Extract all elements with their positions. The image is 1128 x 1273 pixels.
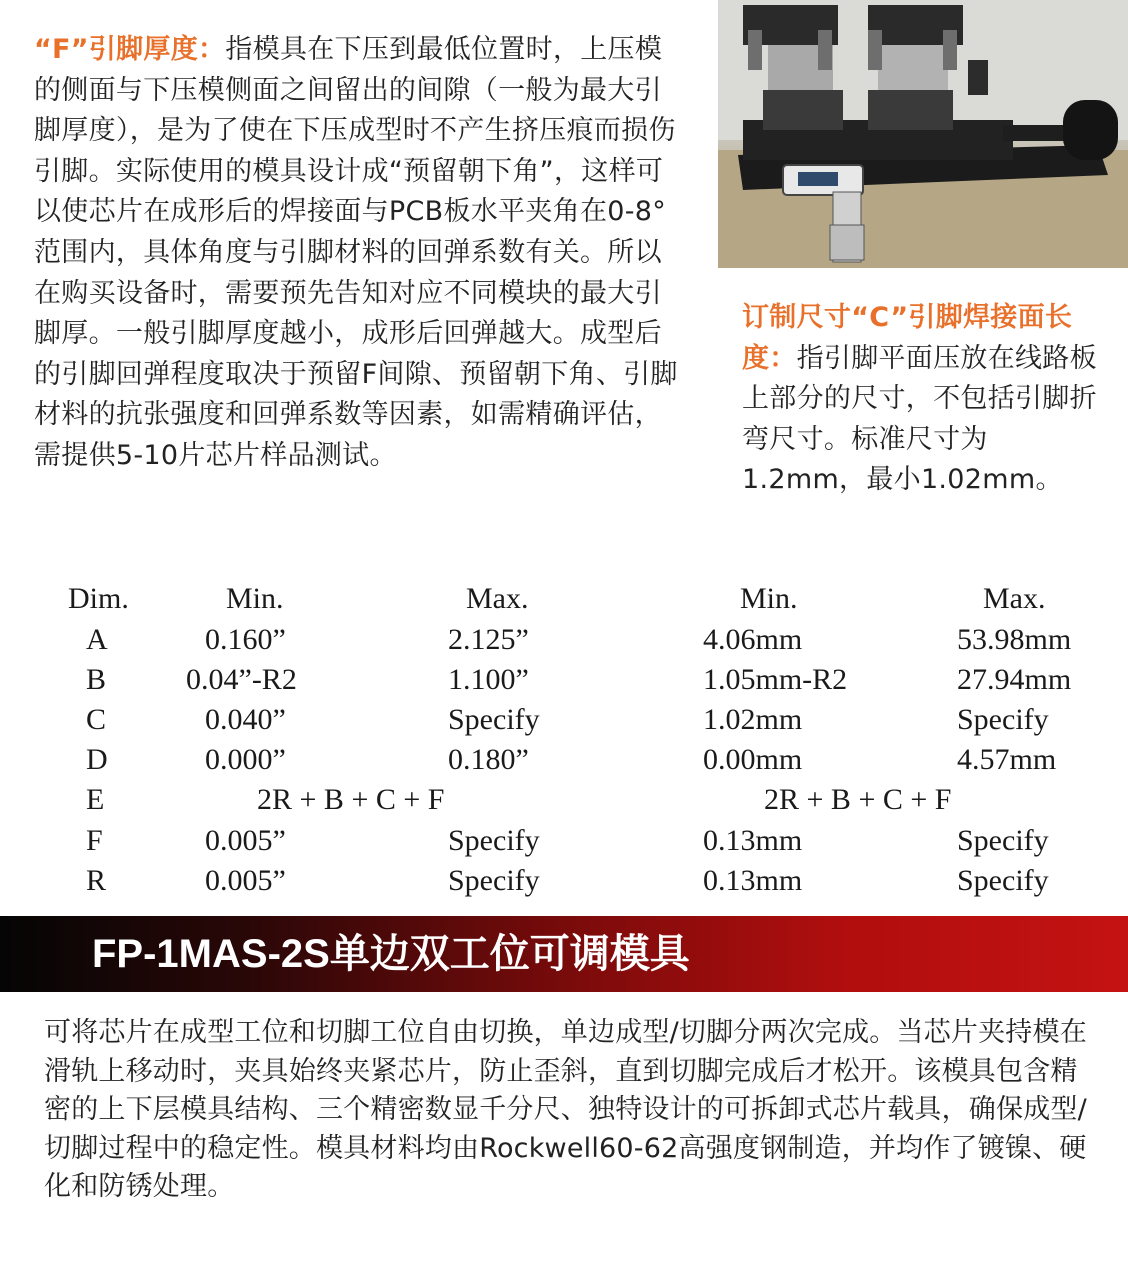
mold-machine-illustration bbox=[718, 0, 1128, 268]
dimension-table bbox=[0, 580, 1128, 910]
header-min-inch: Min. bbox=[226, 582, 284, 615]
cell-min-mm: 1.05mm-R2 bbox=[703, 663, 848, 696]
header-max-mm: Max. bbox=[983, 582, 1046, 615]
table-row bbox=[0, 703, 1128, 743]
cell-max-inch: Specify bbox=[448, 703, 540, 736]
cell-dim: C bbox=[86, 703, 107, 736]
cell-min-inch: 0.04”-R2 bbox=[186, 663, 297, 696]
cell-min-mm: 1.02mm bbox=[703, 703, 803, 736]
cell-max-inch: 0.180” bbox=[448, 743, 529, 776]
cell-dim: R bbox=[86, 864, 107, 897]
cell-dim: F bbox=[86, 824, 103, 857]
header-max-inch: Max. bbox=[466, 582, 529, 615]
f-lead-thickness-text: 指模具在下压到最低位置时，上压模的侧面与下压模侧面之间留出的间隙（一般为最大引脚厚度），是为了使在下压成型时不产生挤压痕而损伤引脚。实际使用的模具设计成“预留朝下角”，这样可以使芯片在成形后的焊接面与PCB板水平夹角在0-8°范围内，具体角度与引脚材料的回弹系数有关。所以在购买设备时，需要预先告知对应不同模块的最大引脚厚。一般引脚厚度越小，成形后回弹越大。成型后的引脚回弹程度取决于预留F间隙、预留朝下角、引脚材料的抗张强度和回弹系数等因素，如需精确评估，需提供5-10片芯片样品测试。 bbox=[34, 34, 678, 471]
cell-dim: A bbox=[86, 623, 108, 656]
cell-max-inch: 1.100” bbox=[448, 663, 529, 696]
cell-max-mm: Specify bbox=[957, 703, 1049, 736]
c-lead-length-description bbox=[742, 298, 1102, 501]
cell-min-inch: 0.160” bbox=[205, 623, 286, 656]
cell-dim: B bbox=[86, 663, 107, 696]
cell-max-mm: 53.98mm bbox=[957, 623, 1072, 656]
cell-max-inch: Specify bbox=[448, 864, 540, 897]
product-title-banner bbox=[0, 916, 1128, 992]
table-row bbox=[0, 663, 1128, 703]
table-row bbox=[0, 824, 1128, 864]
cell-max-inch: Specify bbox=[448, 824, 540, 857]
cell-max-mm: Specify bbox=[957, 824, 1049, 857]
cell-formula-inch: 2R + B + C + F bbox=[257, 783, 445, 816]
cell-min-mm: 0.00mm bbox=[703, 743, 803, 776]
table-row bbox=[0, 783, 1128, 823]
cell-min-mm: 0.13mm bbox=[703, 824, 803, 857]
product-photo bbox=[718, 0, 1128, 268]
cell-min-inch: 0.005” bbox=[205, 824, 286, 857]
c-lead-length-text: 指引脚平面压放在线路板上部分的尺寸，不包括引脚折弯尺寸。标准尺寸为1.2mm，最小1.02mm。 bbox=[742, 342, 1097, 496]
cell-max-mm: 4.57mm bbox=[957, 743, 1057, 776]
table-header-row bbox=[0, 582, 1128, 622]
table-row bbox=[0, 864, 1128, 904]
cell-min-inch: 0.000” bbox=[205, 743, 286, 776]
cell-min-mm: 0.13mm bbox=[703, 864, 803, 897]
product-description: 可将芯片在成型工位和切脚工位自由切换，单边成型/切脚分两次完成。当芯片夹持模在滑轨上移动时，夹具始终夹紧芯片，防止歪斜，直到切脚完成后才松开。该模具包含精密的上下层模具结构、三个精密数显千分尺、独特设计的可拆卸式芯片载具，确保成型/切脚过程中的稳定性。模具材料均由Rockwell60-62高强度钢制造，并均作了镀镍、硬化和防锈处理。 bbox=[44, 1017, 1087, 1202]
cell-dim: E bbox=[86, 783, 105, 816]
table-row bbox=[0, 743, 1128, 783]
table-row bbox=[0, 623, 1128, 663]
cell-max-inch: 2.125” bbox=[448, 623, 529, 656]
cell-dim: D bbox=[86, 743, 108, 776]
f-lead-thickness-heading: “F”引脚厚度： bbox=[34, 34, 226, 65]
header-min-mm: Min. bbox=[740, 582, 798, 615]
cell-min-mm: 4.06mm bbox=[703, 623, 803, 656]
cell-min-inch: 0.005” bbox=[205, 864, 286, 897]
cell-min-inch: 0.040” bbox=[205, 703, 286, 736]
cell-max-mm: Specify bbox=[957, 864, 1049, 897]
header-dim: Dim. bbox=[68, 582, 129, 615]
product-title: FP-1MAS-2S单边双工位可调模具 bbox=[92, 932, 690, 976]
f-lead-thickness-description bbox=[34, 30, 684, 477]
c-lead-length-heading: 订制尺寸“C”引脚焊接面长度： bbox=[742, 302, 1073, 374]
cell-formula-mm: 2R + B + C + F bbox=[764, 783, 952, 816]
cell-max-mm: 27.94mm bbox=[957, 663, 1072, 696]
